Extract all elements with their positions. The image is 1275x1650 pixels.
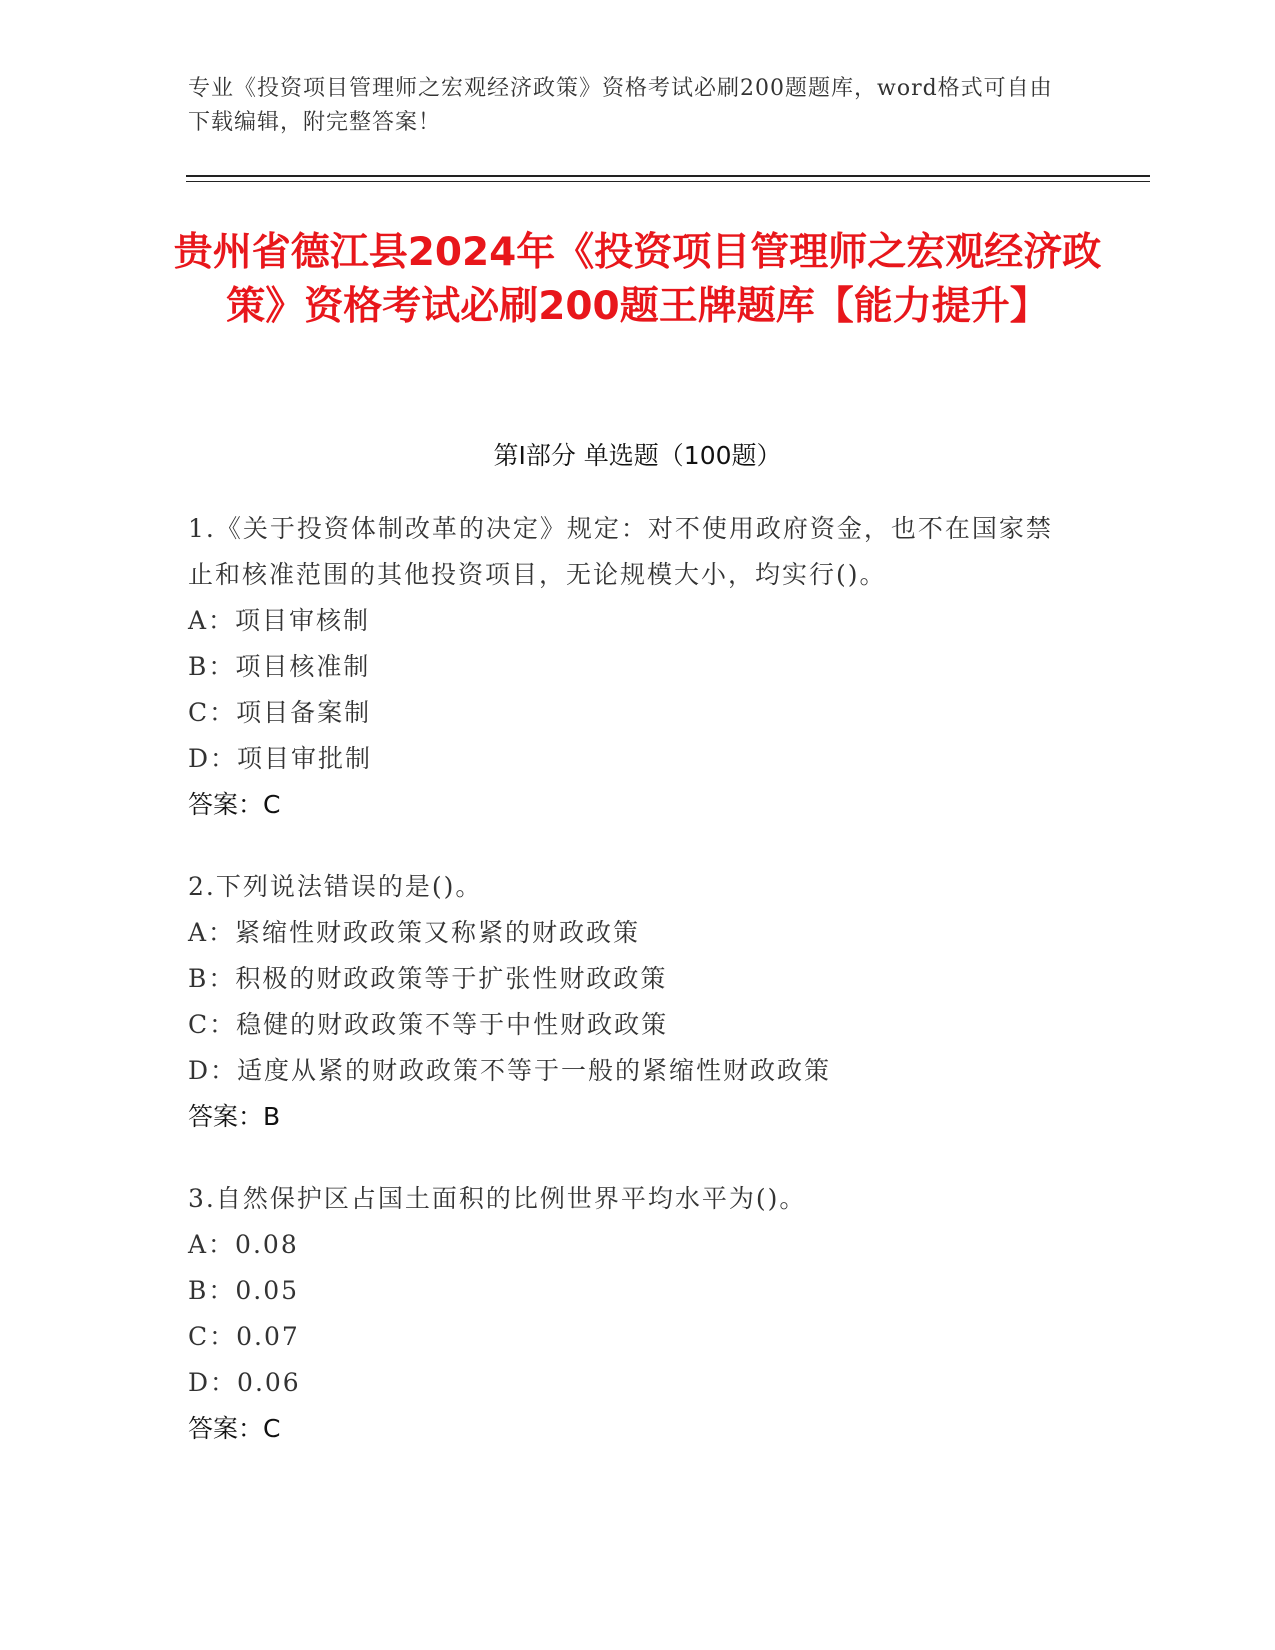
- header-divider-thick: [186, 175, 1150, 177]
- option-d: D：0.06: [188, 1368, 301, 1397]
- answer: 答案：C: [188, 1414, 281, 1443]
- option-a: A：项目审核制: [188, 606, 371, 635]
- question-2: [188, 864, 1068, 1140]
- option-d: D：适度从紧的财政政策不等于一般的紧缩性财政政策: [188, 1056, 832, 1085]
- section-title: 第Ⅰ部分 单选题（100题）: [493, 441, 782, 470]
- option-d: D：项目审批制: [188, 744, 373, 773]
- document-title: 贵州省德江县2024年《投资项目管理师之宏观经济政策》资格考试必刷200题王牌题库【能力提升】: [173, 230, 1102, 329]
- answer: 答案：C: [188, 790, 281, 819]
- option-c: C：项目备案制: [188, 698, 372, 727]
- option-a: A：紧缩性财政政策又称紧的财政政策: [188, 918, 641, 947]
- option-c: C：0.07: [188, 1322, 300, 1351]
- answer: 答案：B: [188, 1102, 281, 1131]
- question-1: [188, 506, 1068, 828]
- option-b: B：0.05: [188, 1276, 300, 1305]
- option-c: C：稳健的财政政策不等于中性财政政策: [188, 1010, 669, 1039]
- option-a: A：0.08: [188, 1230, 299, 1259]
- option-b: B：积极的财政政策等于扩张性财政政策: [188, 964, 668, 993]
- question-3: [188, 1176, 1068, 1452]
- header-divider-thin: [186, 181, 1150, 182]
- question-text: 1.《关于投资体制改革的决定》规定：对不使用政府资金，也不在国家禁止和核准范围的其他投资项目，无论规模大小，均实行()。: [188, 514, 1053, 589]
- option-b: B：项目核准制: [188, 652, 371, 681]
- header-note: 专业《投资项目管理师之宏观经济政策》资格考试必刷200题题库，word格式可自由下载编辑，附完整答案！: [188, 76, 1053, 135]
- question-text: 2.下列说法错误的是()。: [188, 872, 483, 901]
- question-text: 3.自然保护区占国土面积的比例世界平均水平为()。: [188, 1184, 807, 1213]
